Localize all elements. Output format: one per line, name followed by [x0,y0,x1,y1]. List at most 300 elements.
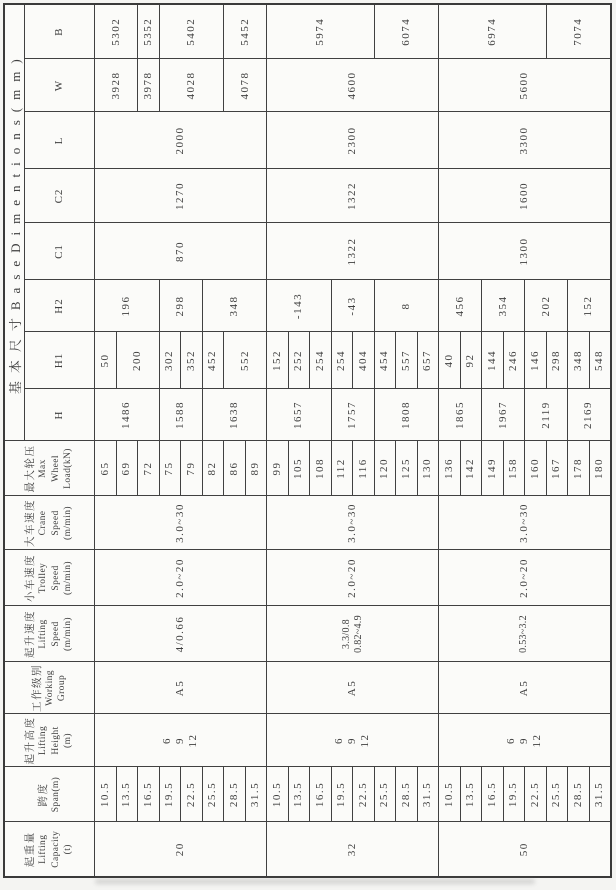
cell-W-3 [224,59,267,112]
col-header-line: 起重量 [25,831,37,868]
cell-value: 348 [571,350,584,371]
col-header-line: Crane [38,510,49,536]
cell-H-0 [95,389,160,441]
cell-H-8 [525,389,568,441]
cell-value: 5302 [109,17,122,46]
cell-value: 146 [528,350,541,371]
cell-value: 82 [206,461,219,476]
cell-H1-9 [331,332,353,389]
col-header-line: Speed [50,621,61,647]
col-header-line: H [53,410,65,420]
cell-value: 108 [313,458,326,479]
col-header-B [25,4,95,59]
cell-wheel_load-0 [95,441,117,496]
cell-span_m-8 [267,767,289,822]
cell-wheel_load-13 [374,441,396,496]
cell-H-9 [568,389,611,441]
col-header-line: Lifting [38,725,49,756]
cell-lift_height-1 [267,714,439,767]
cell-wheel_load-15 [417,441,439,496]
cell-value: 22.5 [356,781,369,808]
cell-value: 120 [378,458,391,479]
cell-W-0 [95,59,138,112]
cell-capacity-0 [95,822,267,877]
cell-W-4 [267,59,439,112]
cell-value: 557 [399,350,412,371]
cell-value: 3928 [109,71,122,100]
cell-value: 1600 [517,182,530,210]
col-header-L [25,112,95,169]
cell-value: 298 [174,295,186,317]
cell-H2-8 [525,280,568,332]
cell-value: 0.82~4.9 [352,615,364,653]
cell-H1-19 [546,332,568,389]
cell-value: 9 [346,737,358,744]
col-header-line: Speed [50,565,61,591]
cell-value: 1588 [174,401,186,429]
col-header-capacity [4,822,95,877]
cell-H1-16 [482,332,504,389]
cell-value: 6 [333,737,345,744]
cell-H1-6 [267,332,289,389]
cell-wheel_load-5 [202,441,224,496]
cell-value: 99 [270,461,283,476]
cell-H2-6 [439,280,482,332]
header-row-1 [4,4,25,877]
cell-B-4 [267,4,375,59]
cell-span_m-5 [202,767,224,822]
col-header-span_m [4,767,95,822]
cell-value: 2119 [539,401,552,429]
col-header-line: Height [50,726,61,755]
cell-value: 3.0~30 [346,503,358,543]
cell-value: 130 [421,458,434,479]
cell-span_m-22 [568,767,590,822]
cell-span_m-6 [224,767,246,822]
cell-H1-21 [589,332,611,389]
cell-H1-11 [374,332,396,389]
cell-value: 3978 [141,71,154,100]
cell-H2-3 [267,280,332,332]
cell-crane_speed-0 [95,496,267,550]
cell-H1-17 [503,332,525,389]
cell-value: 31.5 [249,781,262,808]
col-header-line: H2 [53,298,65,314]
cell-value: 4028 [184,71,197,100]
cell-span_m-19 [503,767,525,822]
cell-value: 3.0~30 [174,503,186,543]
cell-value: 28.5 [227,781,240,808]
cell-H1-1 [116,332,159,389]
cell-value: 1322 [346,237,358,266]
cell-value: 2.0~20 [174,558,186,598]
col-header-line: 大车速度 [25,499,37,547]
cell-value: 25.5 [378,781,391,808]
cell-value: 302 [163,350,176,371]
cell-wheel_load-1 [116,441,138,496]
cell-W-2 [159,59,224,112]
cell-H2-7 [482,280,525,332]
cell-H1-12 [396,332,418,389]
col-header-line: W [53,79,65,92]
cell-wheel_load-12 [353,441,375,496]
cell-work_group-1 [267,662,439,714]
cell-L-0 [95,112,267,169]
cell-work_group-0 [95,662,267,714]
cell-value: 10.5 [442,781,455,808]
cell-value: 9 [517,737,530,744]
group-header: 基本尺寸BaseDimentions(mm) [4,4,25,441]
col-header-trolley_speed [4,550,95,606]
col-header-line: 最大轮压 [25,444,37,493]
col-header-line: 小车速度 [25,554,37,602]
cell-B-5 [374,4,439,59]
cell-value: 69 [120,461,133,476]
cell-value: 152 [270,350,283,371]
cell-value: 144 [485,350,498,371]
table-row [267,4,289,877]
cell-value: A5 [174,679,186,697]
col-header-line: 起升高度 [25,716,37,765]
cell-value: 352 [184,350,197,371]
cell-H1-8 [310,332,332,389]
cell-value: 22.5 [184,781,197,808]
cell-value: 142 [464,458,477,479]
cell-span_m-18 [482,767,504,822]
col-header-line: H1 [53,352,65,369]
cell-value: 6974 [485,17,498,46]
cell-value: -43 [346,296,358,316]
col-header-line: (m/min) [63,617,74,651]
col-header-wheel_load [4,441,95,496]
cell-span_m-1 [116,767,138,822]
cell-value: -143 [292,292,305,320]
cell-H1-5 [224,332,267,389]
cell-span_m-7 [245,767,267,822]
cell-wheel_load-14 [396,441,418,496]
col-header-line: Group [57,674,67,702]
cell-C2-1 [267,169,439,223]
cell-value: 16.5 [313,781,326,808]
cell-W-1 [138,59,160,112]
cell-span_m-2 [138,767,160,822]
cell-value: 5452 [238,17,251,46]
cell-wheel_load-4 [181,441,203,496]
cell-L-1 [267,112,439,169]
cell-H2-2 [202,280,267,332]
cell-span_m-10 [310,767,332,822]
cell-value: 200 [131,350,143,371]
cell-value: 5600 [517,71,530,100]
cell-value: 1300 [517,237,530,266]
cell-H1-13 [417,332,439,389]
col-header-line: C2 [53,188,65,204]
cell-value: 25.5 [550,781,563,808]
cell-value: A5 [517,679,530,697]
cell-span_m-15 [417,767,439,822]
table-row [95,4,117,877]
cell-value: 10.5 [270,781,283,808]
col-header-W [25,59,95,112]
cell-value: 1757 [346,401,358,429]
cell-value: 112 [335,458,348,479]
cell-value: 1486 [120,401,133,429]
cell-value: 25.5 [206,781,219,808]
cell-B-6 [439,4,547,59]
cell-H2-9 [568,280,611,332]
cell-value: 0.53~3.2 [518,615,530,653]
cell-value: 1657 [292,401,305,429]
cell-value: 160 [528,458,541,479]
col-header-line: (m) [63,733,74,748]
cell-value: 252 [292,350,305,371]
cell-wheel_load-20 [525,441,547,496]
cell-value: 31.5 [421,781,434,808]
cell-value: 79 [184,461,197,476]
cell-H1-15 [460,332,482,389]
cell-H-2 [202,389,267,441]
cell-value: 5352 [141,17,154,46]
cell-W-5 [439,59,611,112]
cell-C1-0 [95,223,267,280]
cell-wheel_load-18 [482,441,504,496]
cell-H1-20 [568,332,590,389]
cell-value: 1270 [174,182,186,210]
cell-B-2 [159,4,224,59]
cell-value: 4078 [238,71,251,100]
cell-value: 354 [496,295,509,317]
cell-wheel_load-11 [331,441,353,496]
cell-wheel_load-21 [546,441,568,496]
cell-span_m-21 [546,767,568,822]
cell-wheel_load-3 [159,441,181,496]
cell-H1-7 [288,332,310,389]
cell-value: 196 [120,295,133,317]
cell-H1-18 [525,332,547,389]
cell-H-5 [374,389,439,441]
cell-value: 28.5 [399,781,412,808]
cell-B-1 [138,4,160,59]
cell-value: 2.0~20 [346,558,358,598]
cell-wheel_load-2 [138,441,160,496]
cell-span_m-12 [353,767,375,822]
cell-value: 6074 [399,17,412,46]
cell-span_m-4 [181,767,203,822]
col-header-line: C1 [53,244,65,259]
cell-wheel_load-6 [224,441,246,496]
col-header-line: (m/min) [63,561,74,595]
cell-value: 1322 [346,182,358,210]
col-header-line: Max [38,459,49,478]
cell-value: 3.0~30 [517,503,530,543]
cell-H-4 [331,389,374,441]
cell-value: 50 [517,842,530,857]
col-header-line: Wheel [50,455,61,482]
cell-value: 16.5 [485,781,498,808]
cell-value: 2000 [174,126,186,155]
col-header-work_group [4,662,95,714]
cell-value: 1808 [399,401,412,429]
cell-value: 125 [399,458,412,479]
cell-value: 50 [98,353,111,368]
cell-H1-3 [181,332,203,389]
cell-H2-5 [374,280,439,332]
cell-value: 657 [421,350,434,371]
col-header-H2 [25,280,95,332]
cell-value: 116 [356,458,369,479]
cell-H1-0 [95,332,117,389]
cell-span_m-3 [159,767,181,822]
col-header-line: Lifting [38,834,49,864]
cell-trolley_speed-2 [439,550,611,606]
cell-value: 10.5 [98,781,111,808]
col-header-line: Working [44,670,55,706]
cell-value: 5974 [313,17,326,46]
col-header-line: 跨度 [37,782,49,807]
cell-C1-1 [267,223,439,280]
cell-wheel_load-19 [503,441,525,496]
cell-C2-0 [95,169,267,223]
spec-table [3,3,612,878]
cell-value: 180 [593,458,605,479]
cell-value: 404 [356,350,369,371]
cell-value: 2.0~20 [517,558,530,598]
cell-value: 9 [174,737,186,744]
col-header-crane_speed [4,496,95,550]
cell-value: 19.5 [335,781,348,808]
cell-B-0 [95,4,138,59]
cell-value: 4600 [346,71,358,100]
cell-value: 5402 [184,17,197,46]
cell-H-1 [159,389,202,441]
cell-span_m-14 [396,767,418,822]
col-header-lift_height [4,714,95,767]
cell-value: 202 [539,295,552,317]
cell-value: 254 [335,350,348,371]
cell-value: 454 [378,350,391,371]
cell-lift_speed-0 [95,606,267,662]
cell-value: 92 [464,353,477,368]
cell-span_m-0 [95,767,117,822]
cell-work_group-2 [439,662,611,714]
cell-span_m-13 [374,767,396,822]
cell-value: 75 [163,461,176,476]
cell-value: 246 [507,350,520,371]
cell-value: 178 [571,458,584,479]
cell-value: 158 [507,458,520,479]
cell-value: 13.5 [292,781,305,808]
cell-C1-2 [439,223,611,280]
col-header-line: L [53,136,65,145]
cell-value: 2300 [346,126,358,155]
cell-value: A5 [346,679,358,697]
col-header-lift_speed [4,606,95,662]
cell-span_m-11 [331,767,353,822]
cell-value: 149 [485,458,498,479]
cell-value: 72 [141,461,154,476]
cell-value: 452 [206,350,219,371]
cell-value: 6 [504,737,517,744]
cell-span_m-9 [288,767,310,822]
cell-H1-2 [159,332,181,389]
cell-value: 870 [174,241,186,262]
col-header-line: Span(m) [50,776,61,813]
col-header-line: (t) [63,844,74,855]
cell-wheel_load-10 [310,441,332,496]
cell-value: 552 [238,350,251,371]
cell-wheel_load-16 [439,441,461,496]
col-header-line: B [53,27,65,36]
cell-value: 19.5 [507,781,520,808]
cell-lift_speed-1 [267,606,439,662]
cell-value: 254 [313,350,326,371]
col-header-line: (m/min) [63,506,74,540]
cell-span_m-16 [439,767,461,822]
cell-value: 2169 [582,401,595,429]
cell-value: 13.5 [464,781,477,808]
cell-value: 86 [227,461,240,476]
col-header-line: Trolley [38,562,49,594]
cell-wheel_load-7 [245,441,267,496]
cell-H1-14 [439,332,461,389]
col-header-C2 [25,169,95,223]
cell-value: 40 [442,353,455,368]
cell-trolley_speed-1 [267,550,439,606]
col-header-line: 工作级别 [31,664,43,712]
cell-span_m-17 [460,767,482,822]
cell-value: 32 [346,842,358,857]
cell-value: 13.5 [120,781,133,808]
cell-value: 152 [582,295,595,317]
cell-crane_speed-2 [439,496,611,550]
cell-C2-2 [439,169,611,223]
cell-value: 456 [453,295,466,317]
cell-H-7 [482,389,525,441]
cell-value: 65 [98,461,111,476]
cell-wheel_load-8 [267,441,289,496]
cell-value: 12 [187,733,199,748]
cell-H-3 [267,389,332,441]
cell-value: 1967 [496,401,509,429]
cell-value: 1638 [227,401,240,429]
col-header-C1 [25,223,95,280]
cell-H-6 [439,389,482,441]
cell-wheel_load-23 [589,441,611,496]
cell-capacity-1 [267,822,439,877]
col-header-line: Load(kN) [63,448,74,489]
cell-value: 16.5 [141,781,154,808]
cell-L-2 [439,112,611,169]
cell-value: 20 [174,842,186,857]
cell-H2-0 [95,280,160,332]
cell-value: 6 [161,737,173,744]
cell-value: 1865 [453,401,466,429]
col-header-H1 [25,332,95,389]
cell-value: 167 [550,458,563,479]
col-header-line: Lifting [38,619,49,649]
cell-value: 31.5 [593,781,605,808]
cell-value: 298 [550,350,563,371]
cell-value: 89 [249,461,262,476]
cell-value: 3.3/0.8 [340,619,352,649]
cell-lift_height-0 [95,714,267,767]
cell-lift_speed-2 [439,606,611,662]
col-header-line: Speed [50,510,61,536]
cell-value: 8 [399,302,412,310]
cell-span_m-23 [589,767,611,822]
cell-value: 28.5 [571,781,584,808]
cell-value: 12 [530,733,543,748]
